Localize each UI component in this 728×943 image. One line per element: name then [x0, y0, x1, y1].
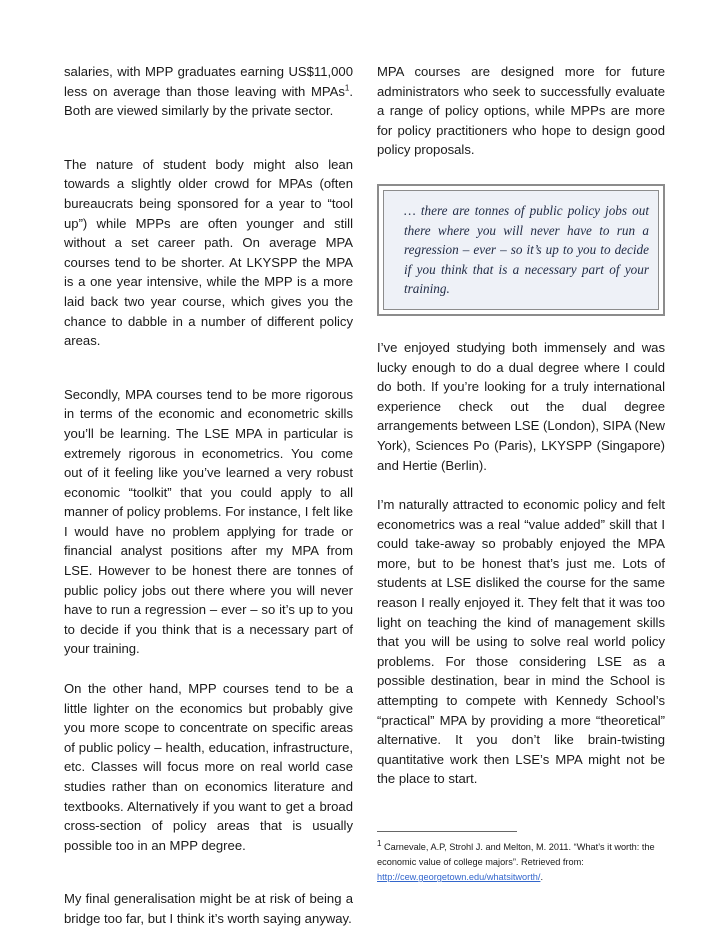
paragraph-rigour: Secondly, MPA courses tend to be more rigorous in terms of the economic and econometric skills you’ll be learning. The LSE MPA in particular is extremely rigorous in econometrics. You come out of it feeling like you’ve learned a very robust economic “toolkit” that you could apply to all manner of policy problems. For instance, I felt like I would have no problem applying for trade or financial analyst positions after my MPA from LSE. However to be honest there are tonnes of public policy jobs out there where you will never have to run a regression – ever – so it’s up to you to decide if you think that is a necessary part of your training. — [64, 386, 353, 657]
left-column — [64, 62, 353, 929]
pull-quote-box — [377, 184, 665, 316]
footnote-marker: 1 — [377, 838, 382, 848]
paragraph-text: . Both are viewed similarly by the private sector. — [64, 83, 353, 119]
footnote — [377, 840, 665, 885]
footnote-citation: Carnevale, A.P, Strohl J. and Melton, M. 2011. “What’s it worth: the economic value of college majors”. Retrieved from: — [377, 842, 655, 867]
paragraph-course-design: MPA courses are designed more for future administrators who seek to successfully evaluate a range of policy options, while MPPs are more for policy practitioners who hope to design good policy proposals. — [377, 64, 665, 158]
paragraph-mpp-lighter: On the other hand, MPP courses tend to be a little lighter on the economics but probably give you more scope to concentrate on specific areas of public policy – health, education, infrastructure, etc. Classes will focus more on real world case studies rather than on economics literature and textbooks. Alternatively if you want to get a broad cross-section of policy areas that is usually possible too in an MPP degree. — [64, 681, 353, 853]
paragraph-final-generalisation: My final generalisation might be at risk of being a bridge too far, but I think it’s worth saying anyway. — [64, 891, 353, 926]
footnote-trailing: . — [540, 872, 543, 882]
footnote-divider — [377, 831, 517, 832]
paragraph-dual-degree: I’ve enjoyed studying both immensely and was lucky enough to do a dual degree where I could do both. If you’re looking for a truly international experience check out the dual degree arrangements between LSE (London), SIPA (New York), Sciences Po (Paris), LKYSPP (Singapore) and Hertie (Berlin). — [377, 339, 665, 473]
footnote-reference[interactable]: 1 — [344, 83, 350, 93]
footnote-link[interactable]: http://cew.georgetown.edu/whatsitworth/ — [377, 872, 541, 882]
pull-quote-text: … there are tonnes of public policy jobs out there where you will never have to run a regression – ever – so it’s up to you to decide if you think that is a necessary part of your training. — [383, 190, 659, 310]
right-column — [377, 62, 665, 885]
paragraph-student-body: The nature of student body might also lean towards a slightly older crowd for MPAs (often bureaucrats being sponsored for a year to “tool up”) while MPPs are often younger and still without a set career path. On average MPA courses tend to be shorter. At LKYSPP the MPA is a one year intensive, while the MPP is a more laid back two year course, which gives you the chance to dabble in a number of different policy areas. — [64, 156, 353, 349]
paragraph-salaries — [64, 62, 353, 121]
paragraph-text: salaries, with MPP graduates earning US$11,000 less on average than those leaving with MPAs — [64, 64, 353, 99]
paragraph-economic-policy: I’m naturally attracted to economic policy and felt econometrics was a real “value added” skill that I could take-away so probably enjoyed the MPA more, but to be honest that’s just me. Lots of students at LSE disliked the course for the same reason I really enjoyed it. They felt that it was too light on teaching the kind of management skills that you will be using to solve real world policy problems. For those considering LSE as a possible destination, bear in mind the School is attempting to compete with Kennedy School’s “practical” MPA by providing a more “theoretical” alternative. It you don’t like brain-twisting quantitative work then LSE’s MPA might not be the place to start. — [377, 497, 665, 787]
